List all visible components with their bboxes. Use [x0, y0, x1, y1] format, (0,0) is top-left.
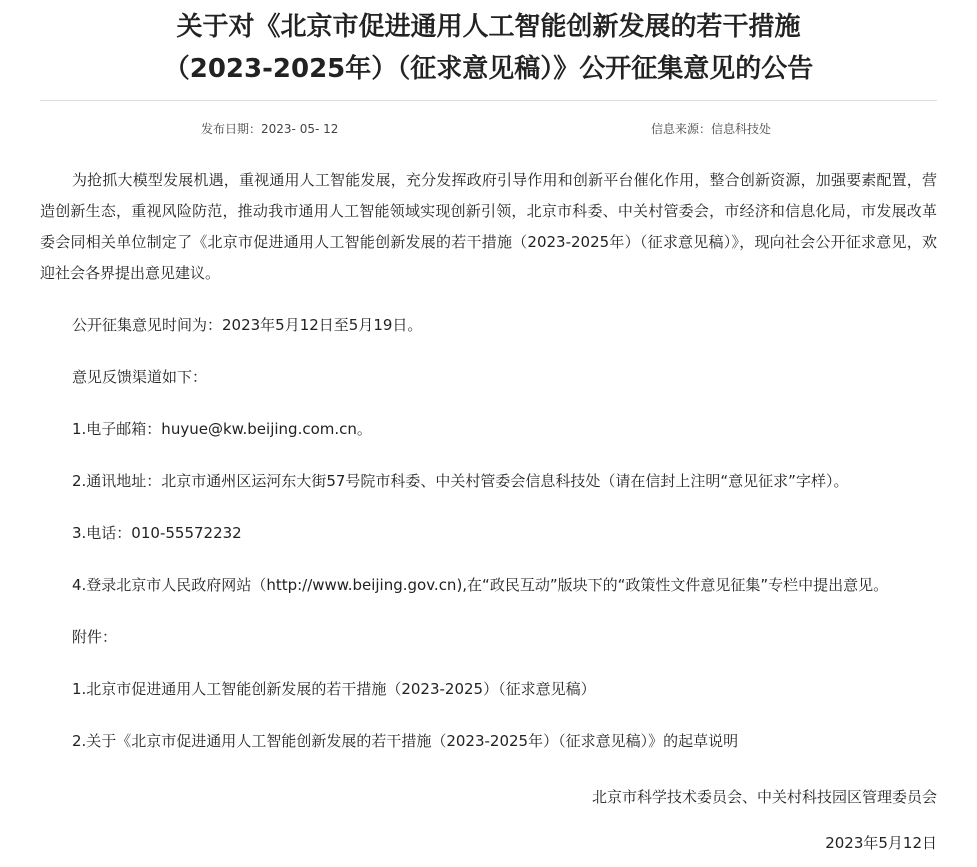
channel-email: 1.电子邮箱：huyue@kw.beijing.com.cn。: [72, 420, 372, 438]
signature-org: 北京市科学技术委员会、中关村科技园区管理委员会: [591, 788, 937, 806]
channel-address: 2.通讯地址：北京市通州区运河东大街57号院市科委、中关村管委会信息科技处（请在信封上注明“意见征求”字样）。: [72, 472, 849, 490]
channels-heading: 意见反馈渠道如下：: [72, 368, 208, 386]
title-line-1: 关于对《北京市促进通用人工智能创新发展的若干措施: [176, 12, 801, 42]
info-source-label: 信息来源：: [651, 122, 712, 136]
publish-date-label: 发布日期：: [201, 122, 262, 136]
intro-paragraph: 为抢抓大模型发展机遇，重视通用人工智能发展，充分发挥政府引导作用和创新平台催化作用，整合创新资源，加强要素配置，营造创新生态，重视风险防范，推动我市通用人工智能领域实现创新引领，北京市科委、中关村管委会，市经济和信息化局，市发展改革委会同相关单位制定了《北京市促进通用人工智能创新发展的若干措施（2023-2025年）（征求意见稿）》，现向社会公开征求意见，欢迎社会各界提出意见建议。: [40, 171, 937, 282]
info-source-value: 信息科技处: [711, 122, 772, 136]
title-line-2: （2023-2025年）（征求意见稿）》公开征集意见的公告: [163, 54, 814, 84]
meta-bar: [40, 120, 937, 140]
publish-date: [201, 120, 338, 137]
page-title: [40, 0, 937, 90]
attachments-heading: 附件：: [72, 628, 118, 646]
info-source: [651, 120, 771, 137]
announcement-page: [40, 0, 937, 859]
attachment-link-1[interactable]: 1.北京市促进通用人工智能创新发展的若干措施（2023-2025）（征求意见稿）: [72, 680, 596, 698]
attachment-link-2[interactable]: 2.关于《北京市促进通用人工智能创新发展的若干措施（2023-2025年）（征求意见稿）》的起草说明: [72, 732, 739, 750]
article-body: [40, 165, 937, 757]
consultation-period: 公开征集意见时间为：2023年5月12日至5月19日。: [72, 316, 423, 334]
publish-date-value: 2023- 05- 12: [261, 122, 339, 136]
signature-date: 2023年5月12日: [825, 834, 937, 852]
channel-website: 4.登录北京市人民政府网站（http://www.beijing.gov.cn),在“政民互动”版块下的“政策性文件意见征集”专栏中提出意见。: [72, 576, 889, 594]
channel-phone: 3.电话：010-55572232: [72, 524, 242, 542]
title-divider: [40, 100, 937, 101]
